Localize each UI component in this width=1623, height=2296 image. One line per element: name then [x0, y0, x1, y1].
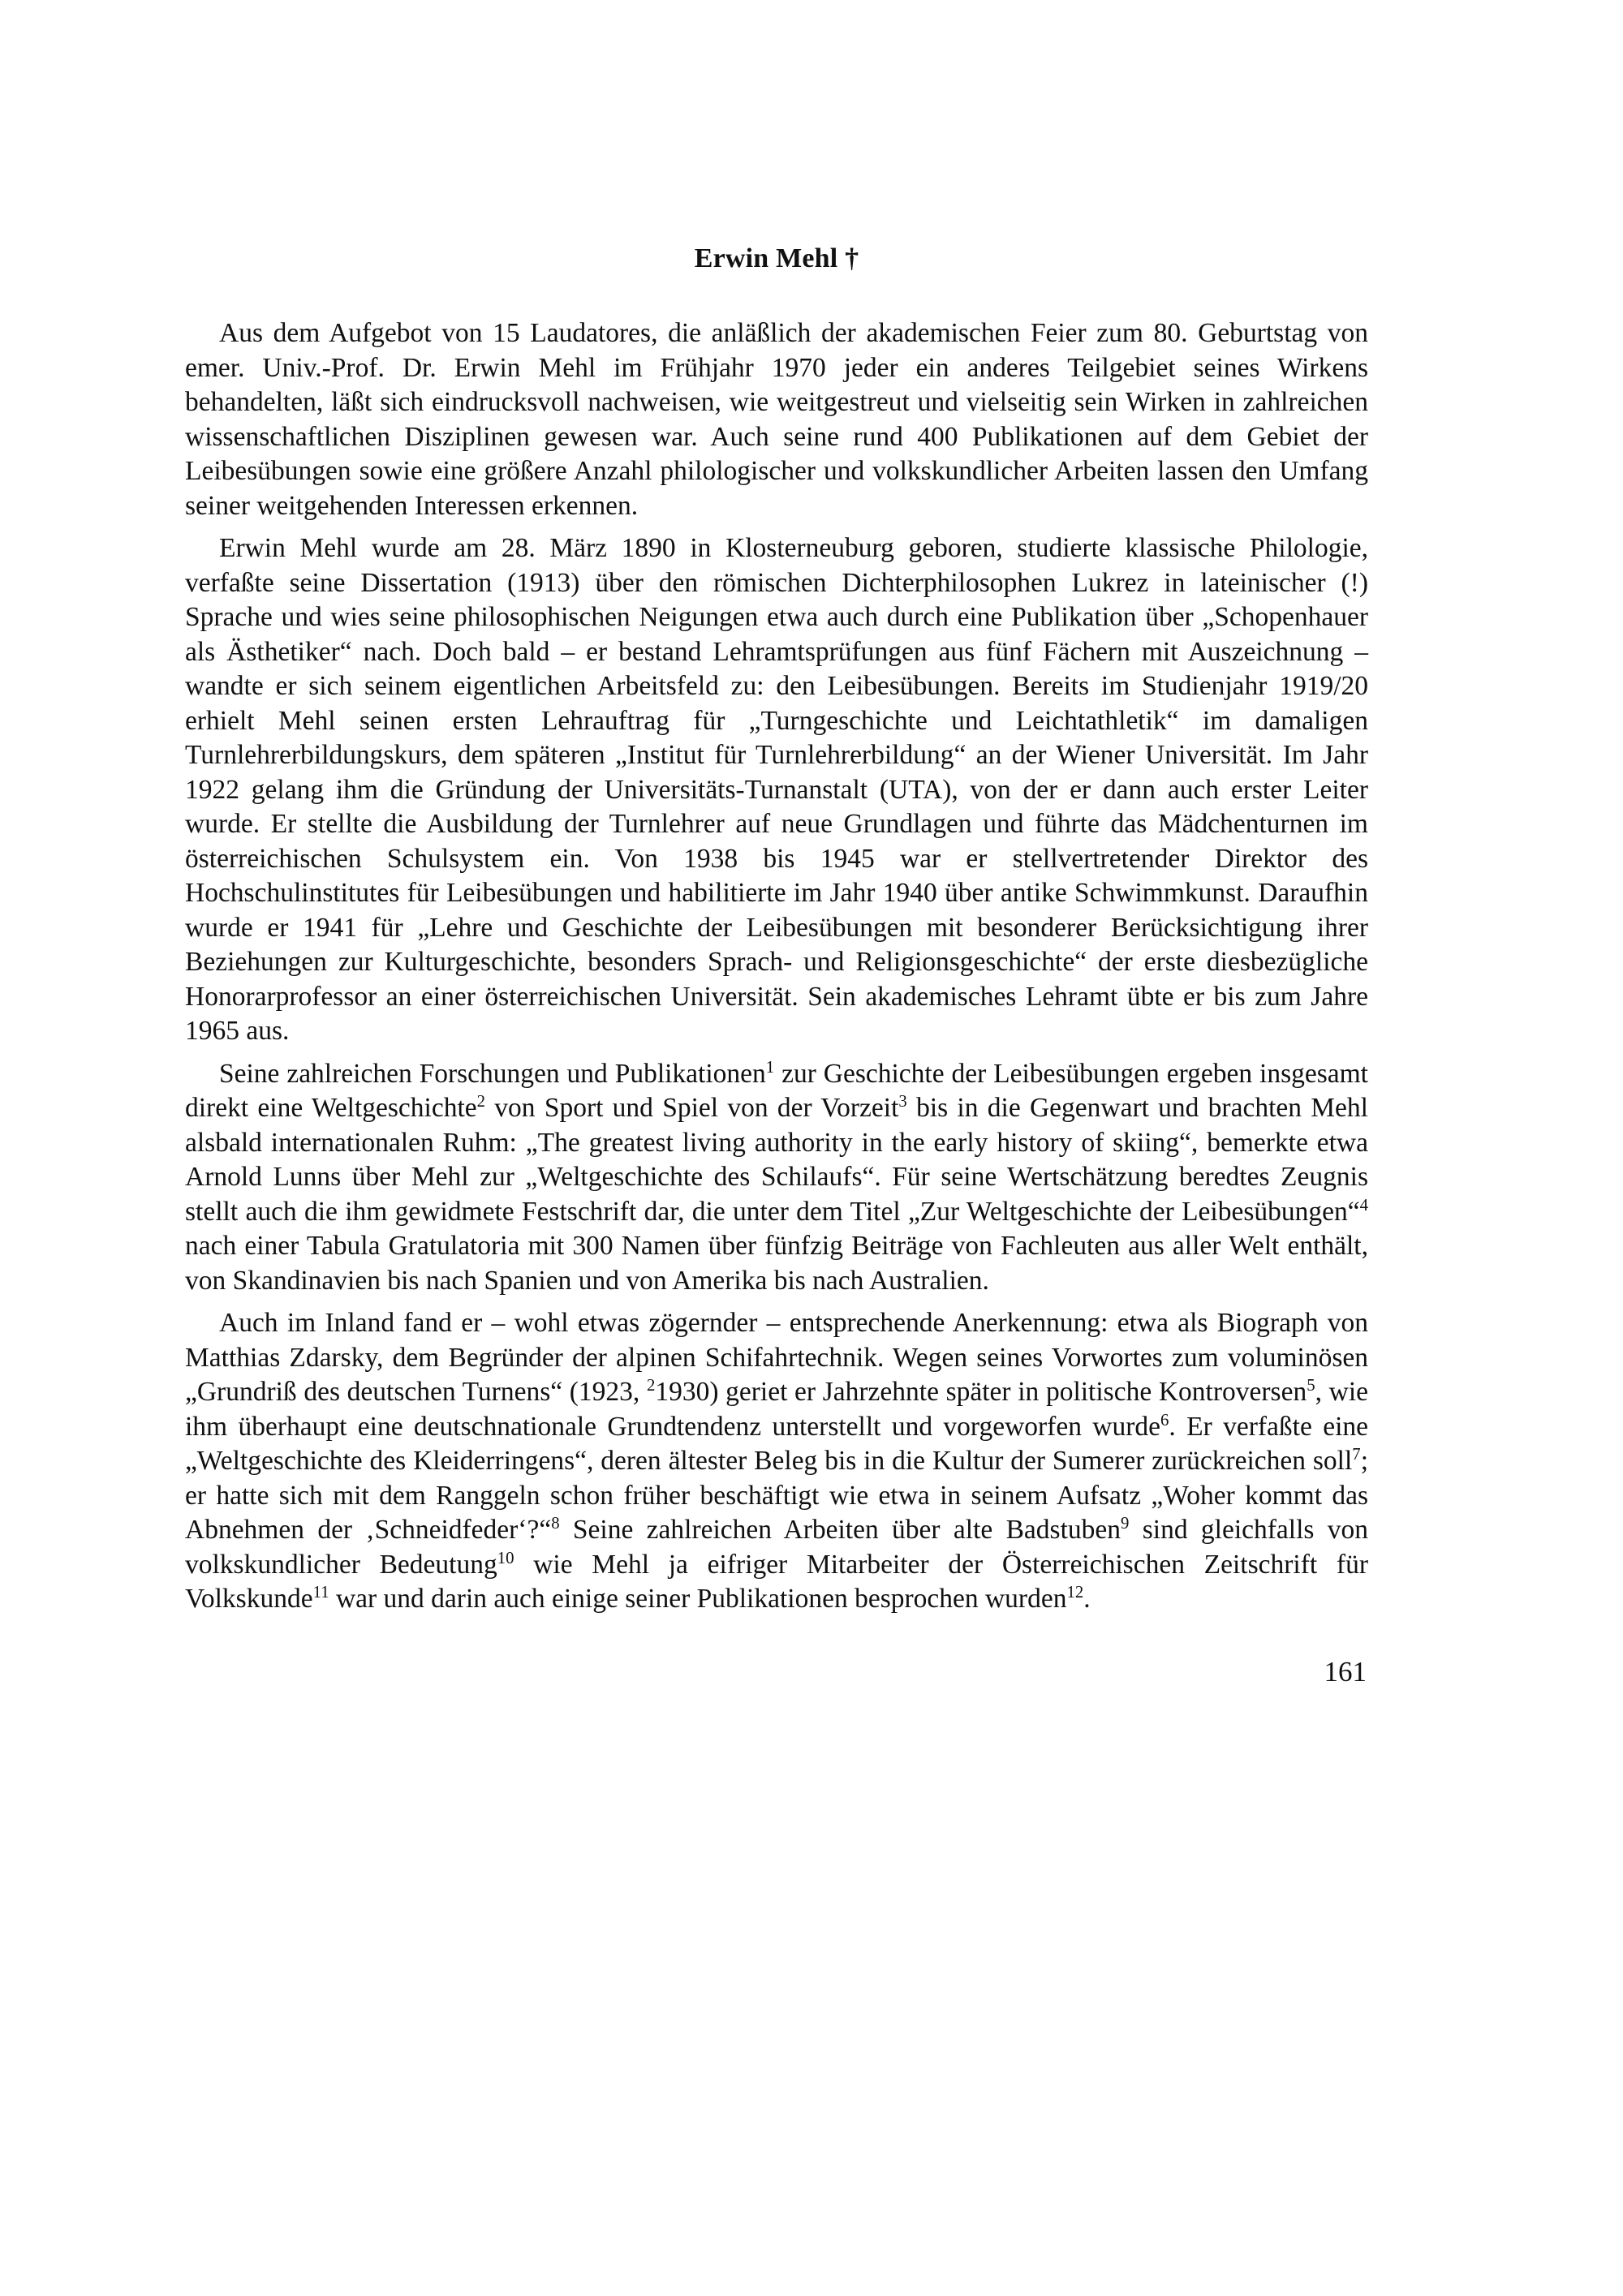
paragraph-reception: Auch im Inland fand er – wohl etwas zögernder – entsprechende Anerkennung: etwa als Biograph von Matthias Zdarsky, dem Begründer der alpinen Schifahrtechnik. Wegen seines Vorwortes zum voluminösen „Grundriß des deutschen Turnens“ (1923, $^2$1930) geriet er Jahrzehnte später in politische Kontroversen$^5$, wie ihm überhaupt eine deutschnationale Grundtendenz unterstellt und vorgeworfen wurde$^6$. Er verfaßte eine „Weltgeschichte des Kleiderringens“, deren ältester Beleg bis in die Kultur der Sumerer zurückreichen soll$^7$; er hatte sich mit dem Ranggeln schon früher beschäftigt wie etwa in seinem Aufsatz „Woher kommt das Abnehmen der ‚Schneidfeder‘?“$^8$ Seine zahlreichen Arbeiten über alte Badstuben$^9$ sind gleichfalls von volkskundlicher Bedeutung$^{10}$ wie Mehl ja eifriger Mitarbeiter der Österreichischen Zeitschrift für Volkskunde$^{11}$ war und darin auch einige seiner Publikationen besprochen wurden$^{12}$. [185, 1308, 1369, 1614]
paragraph-intro: Aus dem Aufgebot von 15 Laudatores, die anläßlich der akademischen Feier zum 80. Geburtstag von emer. Univ.-Prof. Dr. Erwin Mehl im Frühjahr 1970 jeder ein anderes Teilgebiet seines Wirkens behandelten, läßt sich eindrucksvoll nachweisen, wie weitgestreut und vielseitig sein Wirken in zahlreichen wissenschaftlichen Disziplinen gewesen war. Auch seine rund 400 Publikationen auf dem Gebiet der Leibesübungen sowie eine größere Anzahl philologischer und volkskundlicher Arbeiten lassen den Umfang seiner weitgehenden Interessen erkennen. [185, 318, 1368, 521]
page-title: Erwin Mehl † [694, 243, 859, 273]
paragraph-publications: Seine zahlreichen Forschungen und Publikationen$^1$ zur Geschichte der Leibesübungen ergeben insgesamt direkt eine Weltgeschichte$^2$ von Sport und Spiel von der Vorzeit$^3$ bis in die Gegenwart und brachten Mehl alsbald internationalen Ruhm: „The greatest living authority in the early history of skiing“, bemerkte etwa Arnold Lunns über Mehl zur „Weltgeschichte des Schilaufs“. Für seine Wertschätzung beredtes Zeugnis stellt auch die ihm gewidmete Festschrift dar, die unter dem Titel „Zur Weltgeschichte der Leibesübungen“$^4$ nach einer Tabula Gratulatoria mit 300 Namen über fünfzig Beiträge von Fachleuten aus aller Welt enthält, von Skandinavien bis nach Spanien und von Amerika bis nach Australien. [185, 1057, 1368, 1296]
text-column [185, 243, 1368, 1688]
paragraph-biography: Erwin Mehl wurde am 28. März 1890 in Klosterneuburg geboren, studierte klassische Philologie, verfaßte seine Dissertation (1913) über den römischen Dichterphilosophen Lukrez in lateinischer (!) Sprache und wies seine philosophischen Neigungen etwa auch durch eine Publikation über „Schopenhauer als Ästhetiker“ nach. Doch bald – er bestand Lehramtsprüfungen aus fünf Fächern mit Auszeichnung – wandte er sich seinem eigentlichen Arbeitsfeld zu: den Leibesübungen. Bereits im Studienjahr 1919/20 erhielt Mehl seinen ersten Lehrauftrag für „Turngeschichte und Leichtathletik“ im damaligen Turnlehrerbildungskurs, dem späteren „Institut für Turnlehrerbildung“ an der Wiener Universität. Im Jahr 1922 gelang ihm die Gründung der Universitäts-Turnanstalt (UTA), von der er dann auch erster Leiter wurde. Er stellte die Ausbildung der Turnlehrer auf neue Grundlagen und führte das Mädchenturnen im österreichischen Schulsystem ein. Von 1938 bis 1945 war er stellvertretender Direktor des Hochschulinstitutes für Leibesübungen und habilitierte im Jahr 1940 über antike Schwimmkunst. Daraufhin wurde er 1941 für „Lehre und Geschichte der Leibesübungen mit besonderer Berücksichtigung ihrer Beziehungen zur Kulturgeschichte, besonders Sprach- und Religionsgeschichte“ der erste diesbezügliche Honorarprofessor an einer österreichischen Universität. Sein akademisches Lehramt übte er bis zum Jahre 1965 aus. [185, 533, 1368, 1046]
page-number: 161 [1324, 1655, 1367, 1688]
